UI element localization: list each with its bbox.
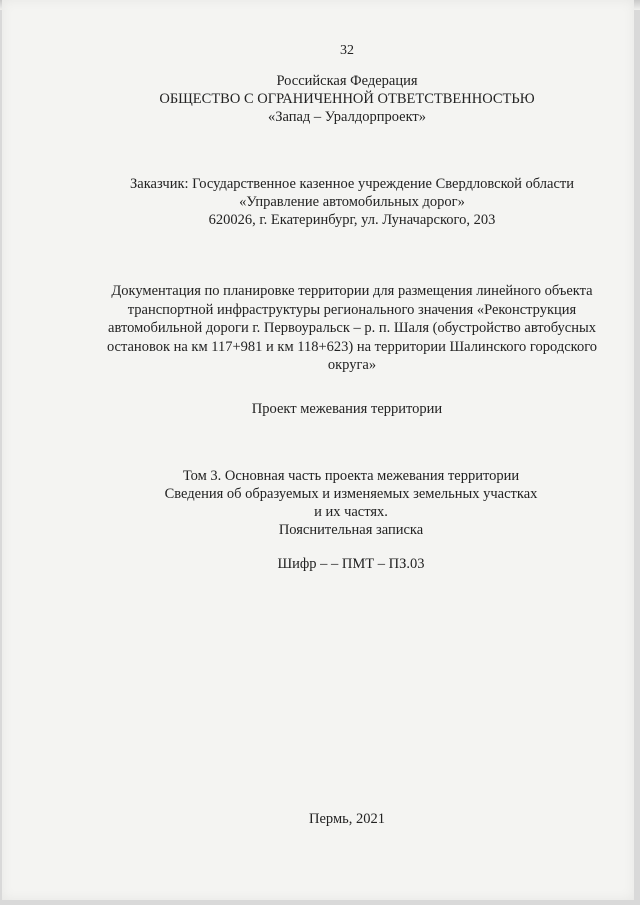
volume-line: и их частях.	[314, 504, 388, 520]
title-line: транспортной инфраструктуры регионального значения «Реконструкция	[127, 301, 577, 318]
customer-line: Заказчик: Государственное казенное учреждение Свердловской области	[130, 176, 574, 192]
volume-line: Сведения об образуемых и изменяемых земельных участках	[164, 486, 538, 502]
customer-line: «Управление автомобильных дорог»	[239, 194, 465, 210]
title-line: округа»	[327, 357, 377, 373]
project-name: Проект межевания территории	[251, 401, 443, 417]
page-number: 32	[340, 43, 354, 58]
document-cipher: Шифр – – ПМТ – ПЗ.03	[277, 556, 425, 572]
document-page	[2, 0, 634, 900]
organization-block	[42, 72, 640, 126]
customer-address: 620026, г. Екатеринбург, ул. Луначарского, 203	[208, 212, 496, 228]
city-year-footer: Пермь, 2021	[309, 811, 385, 827]
org-name: «Запад – Уралдорпроект»	[267, 109, 427, 125]
volume-line: Пояснительная записка	[278, 522, 424, 538]
org-type: ОБЩЕСТВО С ОГРАНИЧЕННОЙ ОТВЕТСТВЕННОСТЬЮ	[159, 91, 535, 107]
title-line: автомобильной дороги г. Первоуральск – р. п. Шаля (обустройство автобусных	[108, 320, 596, 336]
volume-line: Том 3. Основная часть проекта межевания территории	[182, 468, 520, 484]
title-line: остановок на км 117+981 и км 118+623) на территории Шалинского городского	[106, 338, 598, 355]
volume-block	[46, 467, 640, 539]
org-country: Российская Федерация	[276, 73, 418, 89]
document-title	[47, 282, 640, 375]
title-line: Документация по планировке территории для размещения линейного объекта	[111, 283, 593, 299]
customer-block	[47, 175, 640, 229]
